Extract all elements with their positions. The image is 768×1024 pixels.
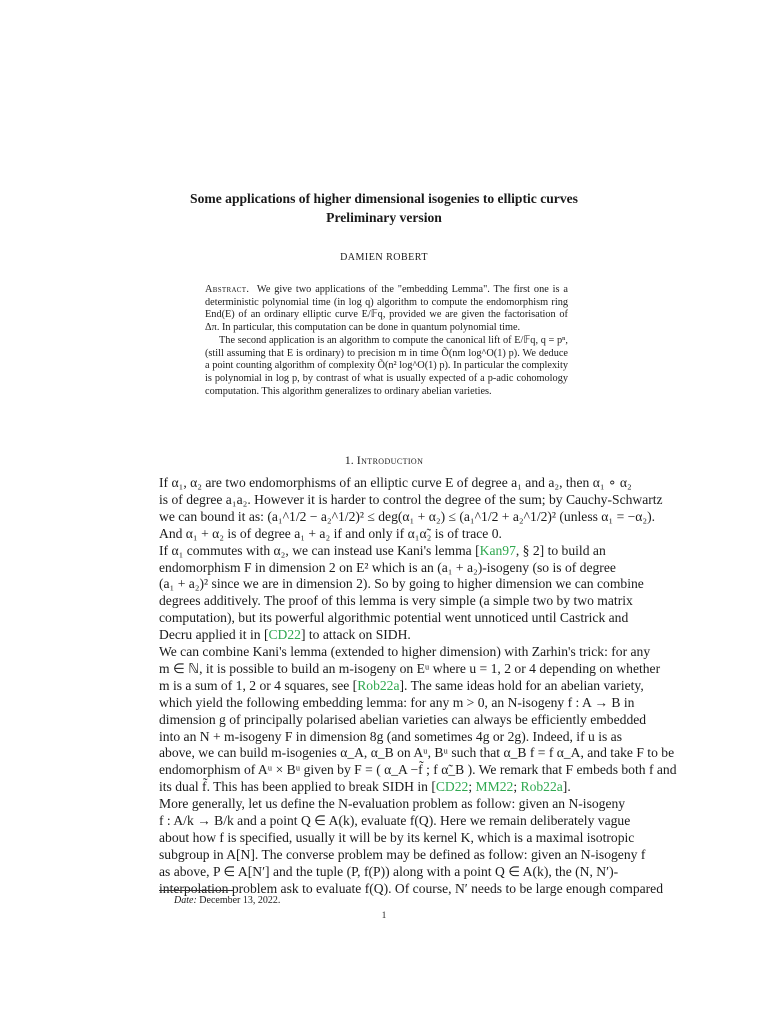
body-line: More generally, let us define the N-evaluation problem as follow: given an N-isogeny bbox=[159, 796, 626, 812]
body-line: as above, P ∈ A[N′] and the tuple (P, f(P)) along with a point Q ∈ A(k), the (N, N′)- bbox=[159, 863, 619, 879]
body-line: interpolation problem ask to evaluate f(Q). Of course, N′ needs to be large enough compared bbox=[159, 880, 664, 896]
body-line: dimension g of principally polarised abelian varieties can always be efficiently embedded bbox=[159, 711, 647, 727]
footnote-rule bbox=[159, 890, 233, 891]
abstract-label: Abstract. bbox=[205, 284, 250, 295]
title-line-1: Some applications of higher dimensional isogenies to elliptic curves bbox=[190, 191, 578, 206]
body-line: f : A/k → B/k and a point Q ∈ A(k), evaluate f(Q). Here we remain deliberately vague bbox=[159, 813, 631, 828]
footnote bbox=[174, 895, 280, 906]
abstract-paragraph-2: The second application is an algorithm to compute the canonical lift of E/𝔽q, q = pⁿ, (still assuming that E is ordinary) to precision m in time Õ(nm log^O(1) p). We deduce a point counting algorithm of complexity Õ(n² log^O(1) p). In particular the complexity is polynomial in log p, by contrast of what is usually expected of a p-adic cohomology computation. This algorithm generalizes to ordinary abelian varieties. bbox=[205, 334, 568, 397]
body-line: which yield the following embedding lemma: for any m > 0, an N-isogeny f : A → B in bbox=[159, 694, 635, 710]
body-line: endomorphism of Aᵘ × Bᵘ given by F = ( α_A −f̃ ; f α̃_B ). We remark that F embeds both f and bbox=[159, 762, 677, 778]
paper-title bbox=[0, 189, 768, 227]
footnote-label: Date: bbox=[174, 895, 197, 906]
body-line: endomorphism F in dimension 2 on E² which is an (a₁ + a₂)-isogeny (so is of degree bbox=[159, 559, 616, 575]
body-line: above, we can build m-isogenies α_A, α_B on Aᵘ, Bᵘ such that α_B f = f α_A, and take F to be bbox=[159, 745, 675, 761]
title-line-2: Preliminary version bbox=[326, 210, 442, 225]
body-line: is of degree a₁a₂. However it is harder to control the degree of the sum; by Cauchy-Schwartz bbox=[159, 491, 663, 507]
footnote-date: December 13, 2022. bbox=[199, 895, 281, 906]
body-line: If α₁ commutes with α₂, we can instead use Kani's lemma [Kan97, § 2] to build an bbox=[159, 542, 606, 558]
body-line: We can combine Kani's lemma (extended to higher dimension) with Zarhin's trick: for any bbox=[159, 644, 651, 659]
section-title: Introduction bbox=[356, 453, 424, 467]
body-line: And α₁ + α₂ is of degree a₁ + a₂ if and only if α₁α̃₂ is of trace 0. bbox=[159, 525, 502, 541]
abstract-text-1: We give two applications of the "embedding Lemma". The first one is a deterministic polynomial time (in log q) algorithm to compute the endomorphism ring End(E) of an ordinary elliptic curve E/𝔽q, provided we are given the factorisation of Δπ. In particular, this computation can be done in quantum polynomial time. bbox=[205, 284, 568, 334]
body-line: If α₁, α₂ are two endomorphisms of an elliptic curve E of degree a₁ and a₂, then α₁ ∘ α₂ bbox=[159, 475, 632, 490]
body-line: m ∈ ℕ, it is possible to build an m-isogeny on Eᵘ where u = 1, 2 or 4 depending on whether bbox=[159, 660, 661, 676]
author: DAMIEN ROBERT bbox=[340, 252, 428, 263]
body-line: its dual f̃. This has been applied to break SIDH in [CD22; MM22; Rob22a]. bbox=[159, 779, 571, 795]
body-line: Decru applied it in [CD22] to attack on SIDH. bbox=[159, 627, 411, 643]
abstract bbox=[205, 284, 568, 398]
body-line: (a₁ + a₂)² since we are in dimension 2). So by going to higher dimension we can combine bbox=[159, 576, 644, 592]
body-line: degrees additively. The proof of this lemma is very simple (a simple two by two matrix bbox=[159, 593, 633, 609]
body-line: about how f is specified, usually it will be by its kernel K, which is a maximal isotropic bbox=[159, 829, 635, 845]
body-line: subgroup in A[N]. The converse problem may be defined as follow: given an N-isogeny f bbox=[159, 846, 646, 862]
body-line: we can bound it as: (a₁^1/2 − a₂^1/2)² ≤ deg(α₁ + α₂) ≤ (a₁^1/2 + a₂^1/2)² (unless α₁ = −α₂). bbox=[159, 508, 656, 524]
body-line: computation), but its powerful algorithmic potential went unnoticed until Castrick and bbox=[159, 610, 629, 626]
section-heading bbox=[0, 453, 768, 468]
abstract-paragraph-1 bbox=[205, 284, 568, 335]
body-line: into an N + m-isogeny F in dimension 8g (and sometimes 4g or 2g). Indeed, if u is as bbox=[159, 728, 622, 744]
section-number: 1. bbox=[344, 453, 354, 467]
page-number: 1 bbox=[381, 910, 387, 920]
body-line: m is a sum of 1, 2 or 4 squares, see [Rob22a]. The same ideas hold for an abelian variety, bbox=[159, 677, 644, 693]
